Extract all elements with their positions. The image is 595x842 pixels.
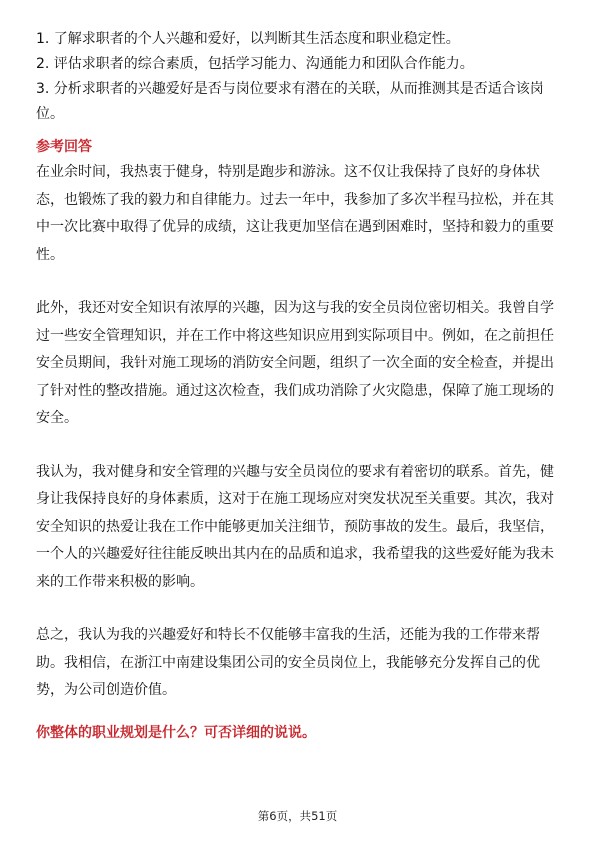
page-number-footer: 第6页，共51页 (257, 809, 338, 823)
answer-paragraph: 此外，我还对安全知识有浓厚的兴趣，因为这与我的安全员岗位密切相关。我曾自学过一些安全管理知识，并在工作中将这些知识应用到实际项目中。例如，在之前担任安全员期间，我针对施工现场的消防安全问题，组织了一次全面的安全检查，并提出了针对性的整改措施。通过这次检查，我们成功消除了火灾隐患，保障了施工现场的安全。 (36, 300, 554, 426)
answer-paragraph: 我认为，我对健身和安全管理的兴趣与安全员岗位的要求有着密切的联系。首先，健身让我保持良好的身体素质，这对于在施工现场应对突发状况至关重要。其次，我对安全知识的热爱让我在工作中能够更加关注细节，预防事故的发生。最后，我坚信，一个人的兴趣爱好往往能反映出其内在的品质和追求，我希望我的这些爱好能为我未来的工作带来积极的影响。 (36, 463, 554, 590)
next-question-heading: 你整体的职业规划是什么？可否详细的说说。 (36, 724, 316, 741)
evaluation-points-list (36, 27, 559, 127)
list-item: 3. 分析求职者的兴趣爱好是否与岗位要求有潜在的关联，从而推测其是否适合该岗位。 (36, 81, 544, 122)
list-item: 1. 了解求职者的个人兴趣和爱好，以判断其生活态度和职业稳定性。 (36, 31, 460, 47)
reference-answer-body (36, 159, 559, 705)
answer-paragraph: 总之，我认为我的兴趣爱好和特长不仅能够丰富我的生活，还能为我的工作带来帮助。我相信，在浙江中南建设集团公司的安全员岗位上，我能够充分发挥自己的优势，为公司创造价值。 (36, 627, 540, 698)
answer-paragraph: 在业余时间，我热衷于健身，特别是跑步和游泳。这不仅让我保持了良好的身体状态，也锻炼了我的毅力和自律能力。过去一年中，我参加了多次半程马拉松，并在其中一次比赛中取得了优异的成绩，这让我更加坚信在遇到困难时，坚持和毅力的重要性。 (36, 164, 554, 263)
list-item: 2. 评估求职者的综合素质，包括学习能力、沟通能力和团队合作能力。 (36, 56, 474, 72)
reference-answer-heading: 参考回答 (36, 139, 92, 155)
page-content (36, 27, 559, 745)
